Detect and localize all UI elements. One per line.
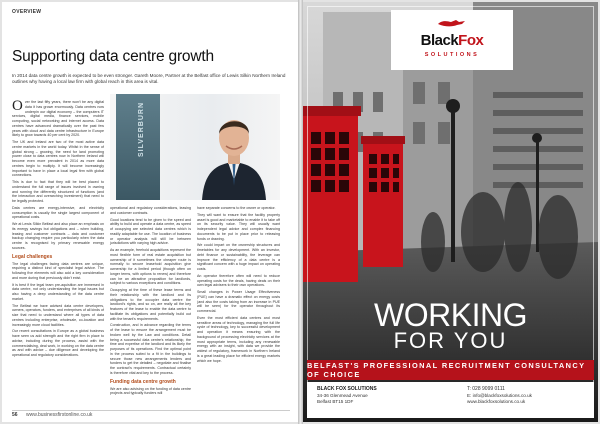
paragraph: The legal challenges facing data centres are unique, requiring a distinct kind of specialist legal advice. The following five elements will also add a key consideration and more during that previously didn't exist. — [12, 261, 104, 280]
paragraph: We are also advising on the funding of data centre projects and typically funders will — [110, 386, 191, 396]
address-line-1: 34-36 Glenmead Avenue — [317, 393, 368, 398]
paragraph: We could impart on the ownership structures and timetables for any development. With an investor, debt finance or sustainability, the leverage can improve the efficiency of a data centre is a significant concern with a huge impact on operating costs. — [197, 243, 280, 271]
contact-phone[interactable]: T: 028 9099 0111 — [467, 386, 505, 392]
footer-rule — [12, 410, 290, 411]
paragraph: Occupying at the time of these lease terms and their relationship with the landlord and its obligations to the occupier data centre the landlord's rights, and so on, are really all the key features of the lease to enable the data centre to facilitate its obligations and potentially build out with the tenant's requirements. — [110, 288, 191, 321]
contact-web[interactable]: www.blackfoxsolutions.co.uk — [467, 399, 526, 404]
paragraph: The UK and Ireland are two of the most active data centre markets in the world today. Whilst in the sense of global strong – growing, the need for land promoting power close to data centres now in Northern Ireland will become even more prevalent in 2014 as more data centres begin to multiply. It will become increasingly important to have in place a local legal firm with global connections. — [12, 140, 104, 178]
paragraph: As an example, freehold acquisitions represent the most flexible form of real estate acquisition but ownership of it sometimes the cheaper route is normally to secure leasehold acquisition give ownership for a limited period (though often on longer terms, with options to renew) and therefore can be an attractive proposition for landlords, subject to various exceptions and conditions. — [110, 248, 191, 286]
paragraph: Construction, and in advance regarding the terms of the lease to ensure the arrangement must be broken well by the Law and conditions. Detail being a successful data centre's relationship, the time and expertise of the landlord and its likely the purposes of its operations. Find the optimal point in the process suited to a fit in the buildings to secure those new arrangements lenders and funders to get the detailed – negotiate and finalise the contract's requirements. Contractual certainty is therefore vital and key to the process. — [110, 323, 191, 375]
page-number: 56 — [12, 412, 18, 418]
paragraph: ver the last fifty years, there won't be any digital data it has grown enormously. Data centres now underpin our digital economy – the computers IT services, digital media, finance services, mobile computing, social networking and internet access. Data centres have advanced dramatically over the past few years with cloud and data centre infrastructure in Europe likely to grow towards 40 per cent by 2020. — [12, 100, 104, 138]
author-photo — [110, 94, 280, 200]
paragraph: They will want to ensure that the facility property asset is good and marketable to enable it to take off on its security value. They will usually want independent legal advice and complex financing documents to be put in place prior to releasing funds or drawing. — [197, 212, 280, 241]
paragraph: We at Lewis Silkin Belfast and also place an emphasis on its energy savings but obligations and – when building, leasing and customer contracts – data and customer backup changing require you particularly when the data centre is recognised by primary renewable energy sources. — [12, 222, 104, 250]
tagline-for-you: FOR YOU — [393, 328, 508, 353]
footer-url[interactable]: www.businessfirstonline.co.uk — [26, 412, 93, 418]
paragraph: This is due to fact that they will be best placed to understand the full range of issues involved in owning and running the differently structured of functions (and the interaction and overarching investment) that need to be legally protected. — [12, 180, 104, 203]
section-label: OVERVIEW — [12, 9, 42, 15]
paragraph: Data centres are energy-intensive, and electricity consumption is usually the single largest component of operational costs. — [12, 205, 104, 220]
paragraph: operational and regulatory considerations, leasing and customer contracts. — [110, 206, 191, 215]
tagline-working: WORKING — [374, 297, 527, 333]
fox-icon — [437, 18, 467, 28]
paragraph: Small changes in Power Usage Effectiveness (PUE) can have a dramatic effect on energy costs (and also the costs taking from an increase in PUE will be seen) for the operator throughout its commercial. — [197, 290, 280, 313]
contact-email[interactable]: E: info@blackfoxsolutions.co.uk — [467, 393, 532, 398]
brand-name-red: Fox — [458, 32, 484, 49]
contact-panel — [307, 382, 594, 418]
article-column-3 — [197, 206, 280, 365]
brand-name-black: Black — [420, 32, 459, 49]
drop-cap: O — [12, 98, 23, 114]
article-column-2 — [110, 206, 191, 398]
brand-subtitle: SOLUTIONS — [424, 52, 480, 58]
person-portrait — [198, 100, 270, 200]
contact-company: BLACK FOX SOLUTIONS — [317, 386, 377, 392]
article-headline: Supporting data centre growth — [12, 48, 214, 65]
paragraph: Good locations tend to be given to the speed and ability to build and operate a data centre, as speed of occupying are selected data centres which is readily adaptable for use. The location of business or operator analysis will still be between jurisdictions with varying high advice. — [110, 217, 191, 246]
brand-logo-panel — [391, 10, 513, 70]
article-standfirst: In 2014 data centre growth is expected to be even stronger. Gareth Moore, Partner at the Belfast office of Lewis Silkin Northern Ireland outlines why having a local law firm with global reach in this area is vital. — [12, 73, 286, 84]
paragraph: It is best if the legal team pre-aquisition are immersed in data centre, not only understanding the legal issues but also having a deep understanding of the data centre market. — [12, 282, 104, 301]
advert-page — [303, 2, 598, 422]
article-page — [2, 2, 298, 422]
article-column-1 — [12, 100, 104, 360]
contact-online — [467, 393, 532, 405]
sign-text: SILVERBURN — [138, 102, 145, 157]
paragraph: have separate concerns to the owner or operator. — [197, 206, 276, 210]
contact-address — [317, 393, 368, 405]
paragraph: An operator therefore often will need to reduce operating costs for the deals, having deals on their own legal advisers to their own operations. — [197, 273, 280, 288]
band-text: BELFAST'S PROFESSIONAL RECRUITMENT CONSULTANCY OF CHOICE — [307, 361, 586, 379]
recruitment-band — [307, 360, 594, 380]
address-line-2: Belfast BT15 1DF — [317, 399, 354, 404]
subheading: Funding data centre growth — [110, 378, 176, 385]
brand-name — [391, 32, 513, 49]
paragraph: Our recent consultations in Europe as a global business have seen us add strength and the right firm in place to advise, including during the process, assist with the commercialising, deal work, in working on the data centre as and with advice – due diligence and developing the operational and regulatory considerations. — [12, 329, 104, 357]
paragraph: Even the most efficient data centres and most sensitive areas of technology, managing the full life cycle of technology, key to successful development and operation it means ensuring with the background of processing electricity services at the most appropriate terms, including any renewable energy with an insight, with data we provide the widest of regulatory, framework in Northern Ireland is a great leading place for efficient energy markets which we hope. — [197, 315, 280, 363]
paragraph: The Belfast we have advised data centre developers, owners, operators, funders, and enterprises of all kinds of size that need to understand where all types of data centres including enterprise, wholesale, co-location and increasingly more cloud facilities. — [12, 303, 104, 327]
subheading: Legal challenges — [12, 253, 53, 260]
